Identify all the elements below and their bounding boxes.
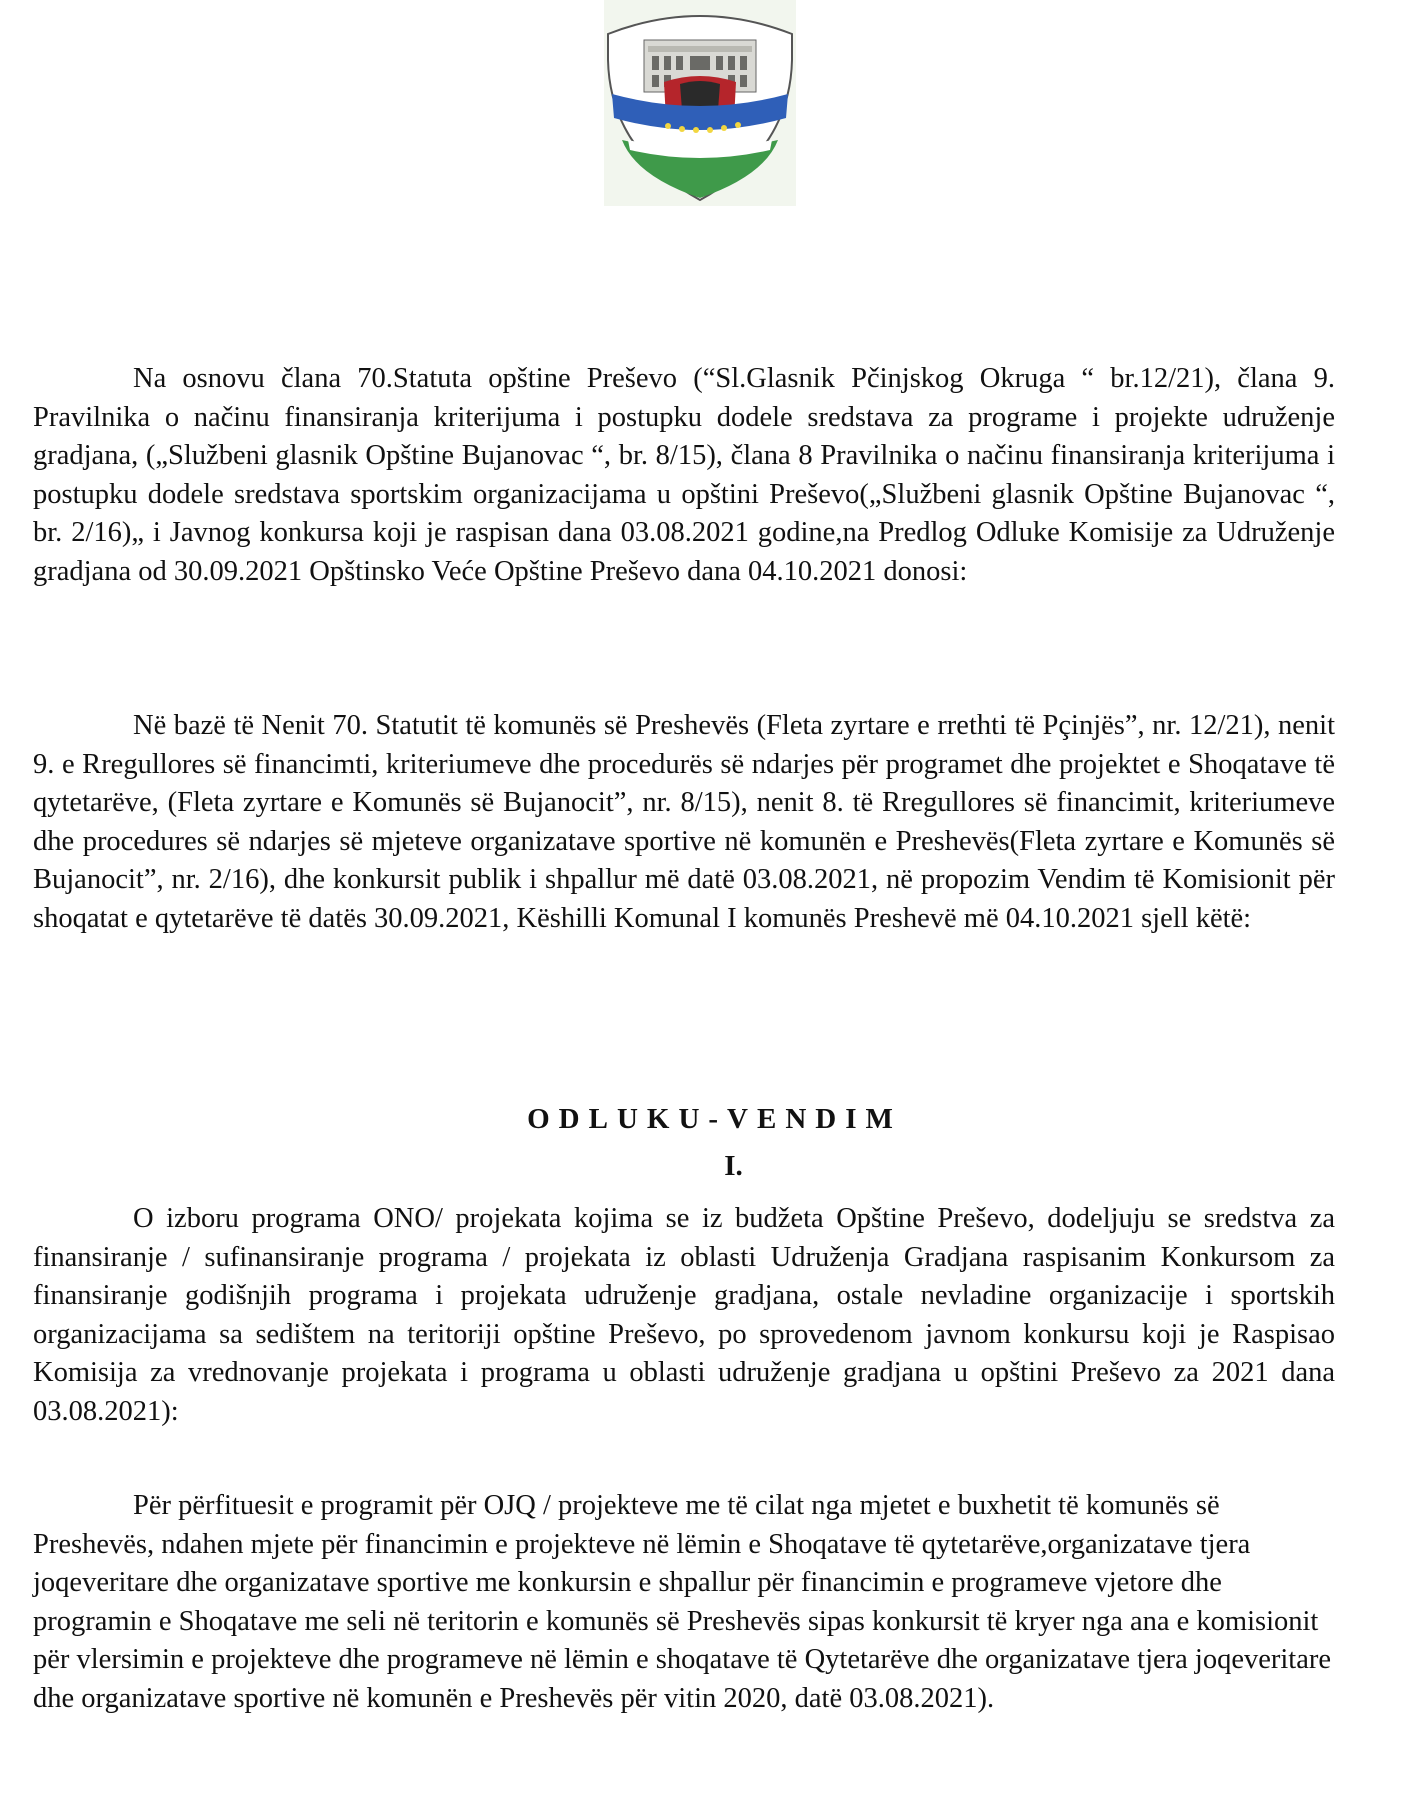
- decision-title: ODLUKU-VENDIM: [527, 1103, 902, 1135]
- serbian-preamble-paragraph: [33, 360, 1335, 591]
- albanian-section-paragraph: [33, 1487, 1335, 1718]
- serbian-preamble-text: Na osnovu člana 70.Statuta opštine Preševo (“Sl.Glasnik Pčinjskog Okruga “ br.12/21), člana 9. Pravilnika o načinu finansiranja kriterijuma i postupku dodele sredstava za programe i projekte udruženje gradjana, („Službeni glasnik Opštine Bujanovac “, br. 8/15), člana 8 Pravilnika o načinu finansiranja kriterijuma i postupku dodele sredstava sportskim organizacijama u opštini Preševo(„Službeni glasnik Opštine Bujanovac “, br. 2/16)„ i Javnog konkursa koji je raspisan dana 03.08.2021 godine,na Predlog Odluke Komisije za Udruženje gradjana od 30.09.2021 Opštinsko Veće Opštine Preševo dana 04.10.2021 donosi:: [33, 363, 1335, 587]
- albanian-section-text: Për përfituesit e programit për OJQ / projekteve me të cilat nga mjetet e buxhetit të komunës së Preshevës, ndahen mjete për financimin e projekteve në lëmin e Shoqatave të qytetarëve,organizatave tjera joqeveritare dhe organizatave sportive me konkursin e shpallur për financimin e programeve vjetore dhe programin e Shoqatave me seli në teritorin e komunës së Preshevës sipas konkursit të kryer nga ana e komisionit për vlersimin e projekteve dhe programeve në lëmin e shoqatave të Qytetarëve dhe organizatave tjera joqeveritare dhe organizatave sportive në komunën e Preshevës për vitin 2020, datë 03.08.2021).: [33, 1490, 1332, 1714]
- municipality-crest-logo: [604, 0, 796, 206]
- serbian-section-text: O izboru programa ONO/ projekata kojima se iz budžeta Opštine Preševo, dodeljuju se sredstva za finansiranje / sufinansiranje programa / projekata iz oblasti Udruženja Gradjana raspisanim Konkursom za finansiranje godišnjih programa i projekata udruženje gradjana, ostale nevladine organizacije i sportskih organizacijama sa sedištem na teritoriji opštine Preševo, po sprovedenom javnom konkursu koji je Raspisao Komisija za vrednovanje projekata i programa u oblasti udruženje gradjana u opštini Preševo za 2021 dana 03.08.2021):: [33, 1203, 1335, 1427]
- albanian-preamble-text: Në bazë të Nenit 70. Statutit të komunës së Preshevës (Fleta zyrtare e rrethti të Pçinjës”, nr. 12/21), nenit 9. e Rregullores së financimti, kriteriumeve dhe procedurës së ndarjes për programet dhe projektet e Shoqatave të qytetarëve, (Fleta zyrtare e Komunës së Bujanocit”, nr. 8/15), nenit 8. të Rregullores së financimit, kriteriumeve dhe procedures së ndarjes së mjeteve organizatave sportive në komunën e Preshevës(Fleta zyrtare e Komunës së Bujanocit”, nr. 2/16), dhe konkursit publik i shpallur më datë 03.08.2021, në propozim Vendim të Komisionit për shoqatat e qytetarëve të datës 30.09.2021, Këshilli Komunal I komunës Preshevë më 04.10.2021 sjell këtë:: [33, 710, 1335, 934]
- serbian-section-paragraph: [33, 1200, 1335, 1431]
- section-number: I.: [724, 1150, 743, 1182]
- albanian-preamble-paragraph: [33, 707, 1335, 938]
